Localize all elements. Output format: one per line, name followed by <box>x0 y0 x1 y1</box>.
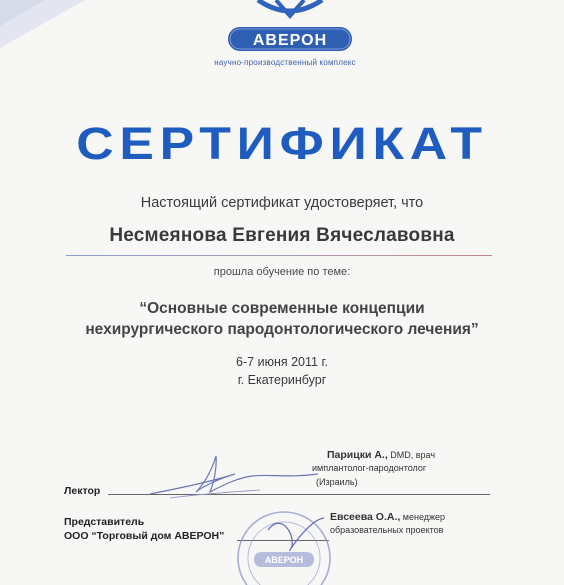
event-dates: 6-7 июня 2011 г. <box>236 355 328 369</box>
course-topic <box>0 298 564 340</box>
representative-title-1: менеджер <box>400 512 446 522</box>
event-details <box>0 353 564 389</box>
representative-name: Евсеева О.А., <box>330 511 401 523</box>
topic-label: прошла обучение по теме: <box>213 266 351 278</box>
representative-label-2: ООО “Торговый дом АВЕРОН” <box>64 530 225 542</box>
lecturer-name: Парицки А., <box>327 449 388 461</box>
logo-subtitle: научно-производственный комплекс <box>214 58 356 67</box>
lecturer-label: Лектор <box>64 485 101 497</box>
recipient-name: Несмеянова Евгения Вячеславовна <box>109 225 455 246</box>
corner-decoration <box>0 0 140 100</box>
lecturer-title-2: имплантолог-пародонтолог <box>312 463 427 473</box>
representative-label-1: Представитель <box>64 516 145 528</box>
name-underline <box>66 255 492 256</box>
topic-line-2: нехирургического пародонтологического лечения” <box>85 321 479 338</box>
certificate-title: СЕРТИФИКАТ <box>76 118 488 169</box>
stamp-text: АВЕРОН <box>264 555 304 565</box>
certifies-line: Настоящий сертификат удостоверяет, что <box>140 195 424 211</box>
lecturer-title-3: (Израиль) <box>316 477 358 487</box>
logo-wordmark: АВЕРОН <box>252 32 328 49</box>
event-city: г. Екатеринбург <box>237 373 327 387</box>
lecturer-signature <box>140 448 330 508</box>
company-stamp <box>228 500 338 585</box>
representative-title-2: образовательных проектов <box>330 525 444 535</box>
lecturer-credentials <box>327 449 435 461</box>
topic-line-1: “Основные современные концепции <box>139 300 425 317</box>
lecturer-title-1: DMD, врач <box>387 450 436 460</box>
representative-credentials <box>330 511 445 523</box>
